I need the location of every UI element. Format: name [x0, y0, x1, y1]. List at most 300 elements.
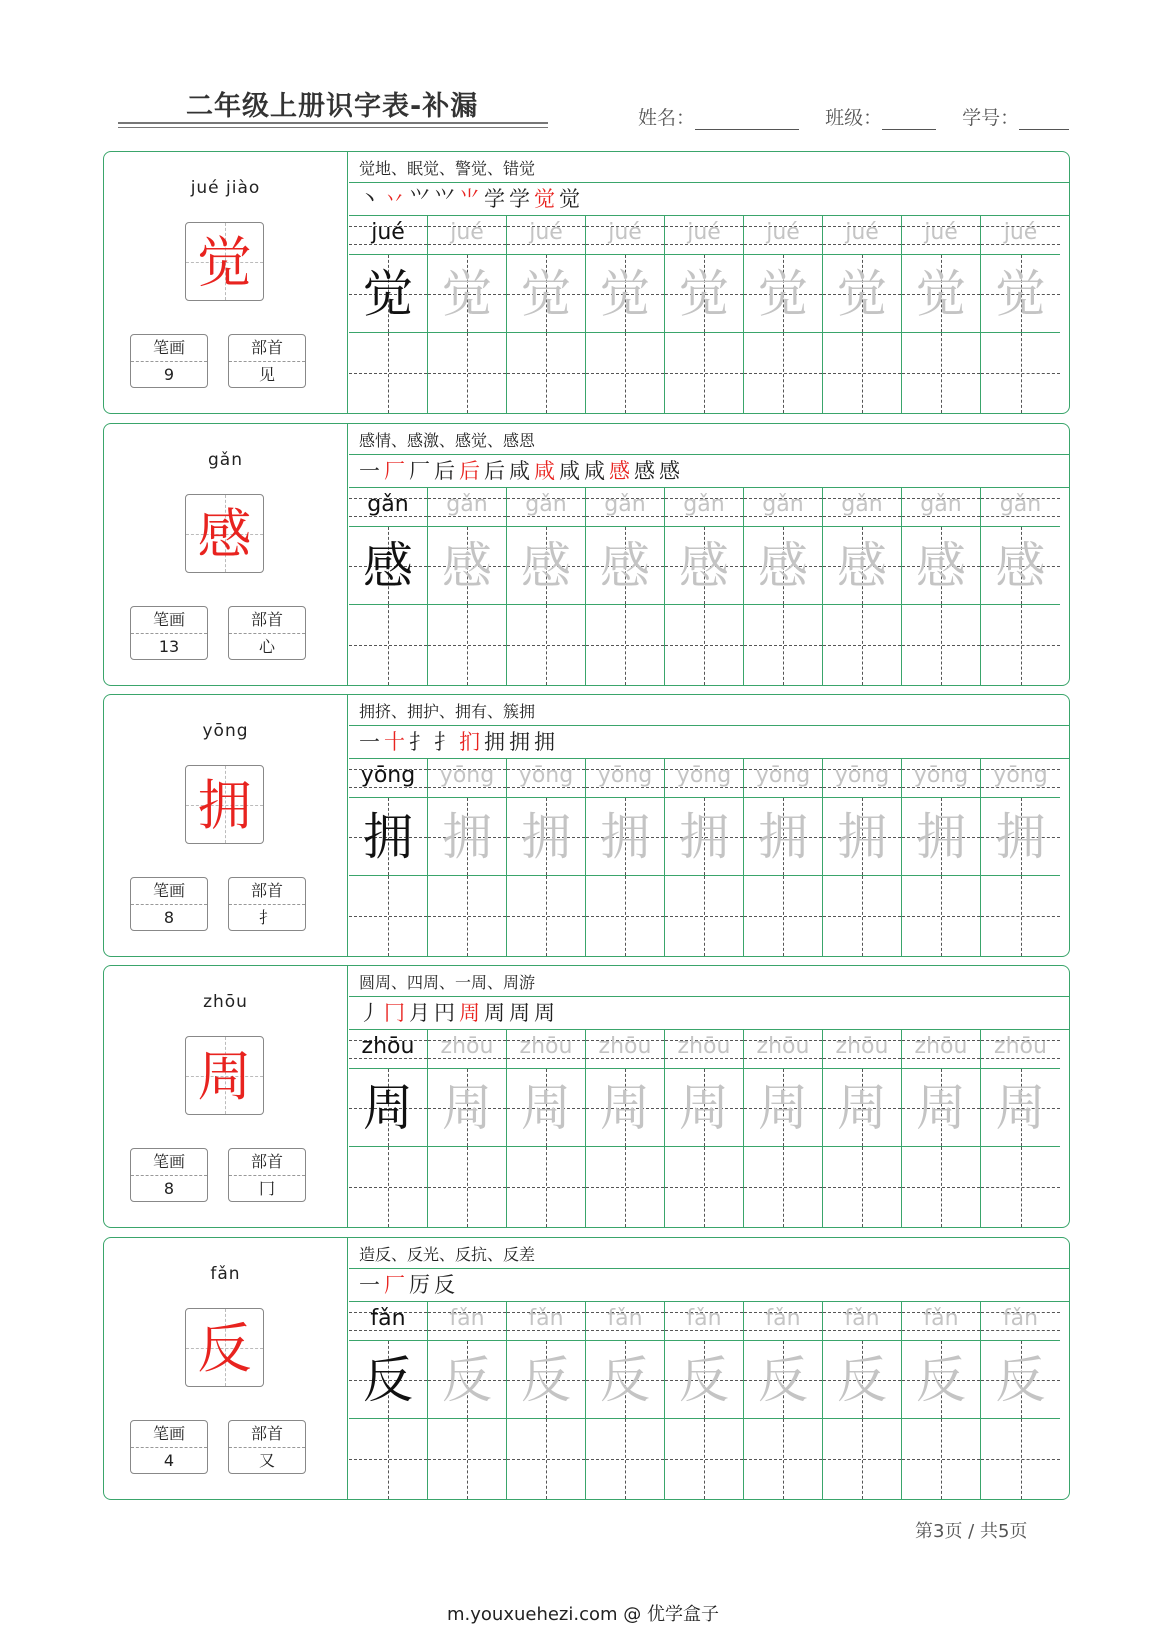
pinyin-model: jué: [371, 220, 405, 245]
stroke-step: 感: [634, 459, 657, 483]
blank-writing-cell[interactable]: [507, 876, 585, 956]
name-field[interactable]: [695, 107, 799, 130]
character-cell[interactable]: [744, 1341, 822, 1419]
stroke-step: 一: [359, 730, 382, 754]
stroke-step: 周: [534, 1001, 557, 1025]
pinyin-trace: jué: [608, 220, 642, 245]
character-trace: 拥: [521, 808, 571, 866]
practice-column: [981, 488, 1060, 685]
practice-column: [902, 1030, 981, 1227]
blank-writing-cell[interactable]: [665, 1147, 743, 1227]
stroke-count-box: [130, 1420, 208, 1474]
character-display-box: [185, 1308, 264, 1387]
practice-column: [586, 216, 665, 413]
pinyin-trace: zhōu: [598, 1034, 652, 1059]
character-trace: 周: [442, 1079, 492, 1137]
pinyin-cell[interactable]: [507, 759, 585, 798]
character-cell[interactable]: [981, 1341, 1060, 1419]
practice-column: [349, 1030, 428, 1227]
blank-writing-cell[interactable]: [586, 605, 664, 685]
character-model: 觉: [363, 265, 413, 323]
stroke-step: 円: [434, 1001, 457, 1025]
pinyin-cell[interactable]: [902, 488, 980, 527]
character-trace: 周: [837, 1079, 887, 1137]
practice-column: [349, 216, 428, 413]
blank-writing-cell[interactable]: [823, 1147, 901, 1227]
character-trace: 感: [679, 537, 729, 595]
stroke-step: 咸: [559, 459, 582, 483]
example-words: 觉地、眠觉、警觉、错觉: [359, 159, 536, 178]
radical-box: [228, 1420, 306, 1474]
stroke-count-value: 8: [163, 1179, 175, 1198]
radical-box: [228, 877, 306, 931]
character-cell[interactable]: [744, 255, 822, 333]
blank-writing-cell[interactable]: [428, 1419, 506, 1499]
radical-label: 部首: [229, 335, 305, 362]
stroke-count-box: [130, 334, 208, 388]
stroke-step: ⺌: [459, 187, 482, 211]
blank-writing-cell[interactable]: [586, 333, 664, 413]
character-cell[interactable]: [586, 527, 664, 605]
blank-writing-cell[interactable]: [507, 605, 585, 685]
pinyin-cell[interactable]: [586, 759, 664, 798]
character-trace: 感: [442, 537, 492, 595]
character-cell[interactable]: [586, 255, 664, 333]
pinyin-trace: zhōu: [677, 1034, 731, 1059]
character-trace: 觉: [521, 265, 571, 323]
practice-column: [744, 1302, 823, 1499]
character-trace: 感: [758, 537, 808, 595]
practice-column: [665, 1302, 744, 1499]
blank-writing-cell[interactable]: [665, 605, 743, 685]
blank-writing-cell[interactable]: [744, 876, 822, 956]
character-cell[interactable]: [349, 527, 427, 605]
character-cell[interactable]: [507, 1069, 585, 1147]
pinyin-model: fǎn: [370, 1306, 406, 1331]
pinyin-cell[interactable]: [349, 759, 427, 798]
blank-writing-cell[interactable]: [507, 333, 585, 413]
stroke-step: 后: [484, 459, 507, 483]
pinyin-cell[interactable]: [902, 1302, 980, 1341]
practice-column: [349, 488, 428, 685]
pinyin-trace: fǎn: [607, 1306, 643, 1331]
blank-writing-cell[interactable]: [428, 605, 506, 685]
pinyin-cell[interactable]: [586, 488, 664, 527]
pinyin-cell[interactable]: [981, 1030, 1060, 1069]
main-character: 反: [197, 1317, 252, 1380]
main-character: 感: [197, 503, 252, 566]
stroke-step: 学: [484, 187, 507, 211]
practice-grid: [349, 488, 1069, 685]
character-info-panel: [104, 424, 347, 685]
pinyin-label: yōng: [202, 721, 249, 741]
pinyin-cell[interactable]: [981, 1302, 1060, 1341]
blank-writing-cell[interactable]: [823, 333, 901, 413]
character-trace: 拥: [679, 808, 729, 866]
pinyin-cell[interactable]: [744, 216, 822, 255]
pinyin-cell[interactable]: [507, 488, 585, 527]
character-cell[interactable]: [349, 1069, 427, 1147]
stroke-order: [359, 726, 559, 758]
character-trace: 感: [837, 537, 887, 595]
pinyin-trace: zhōu: [994, 1034, 1047, 1059]
character-trace: 觉: [837, 265, 887, 323]
pinyin-cell[interactable]: [507, 1030, 585, 1069]
pinyin-cell[interactable]: [744, 1030, 822, 1069]
pinyin-trace: zhōu: [914, 1034, 968, 1059]
practice-column: [744, 488, 823, 685]
practice-column: [902, 1302, 981, 1499]
blank-writing-cell[interactable]: [349, 1147, 427, 1227]
character-display-box: [185, 1036, 264, 1115]
radical-value: 又: [258, 1451, 275, 1470]
character-trace: 周: [679, 1079, 729, 1137]
pinyin-cell[interactable]: [823, 1030, 901, 1069]
stroke-count-value: 8: [163, 908, 175, 927]
character-trace: 感: [916, 537, 966, 595]
blank-writing-cell[interactable]: [428, 333, 506, 413]
blank-writing-cell[interactable]: [349, 333, 427, 413]
blank-writing-cell[interactable]: [507, 1419, 585, 1499]
blank-writing-cell[interactable]: [428, 876, 506, 956]
character-trace: 感: [521, 537, 571, 595]
card-divider: [347, 695, 348, 956]
practice-column: [507, 488, 586, 685]
practice-grid: [349, 759, 1069, 956]
character-cell[interactable]: [586, 798, 664, 876]
character-cell[interactable]: [823, 255, 901, 333]
pinyin-cell[interactable]: [349, 216, 427, 255]
stroke-step: 扌: [434, 730, 457, 754]
footer-credit: m.youxuehezi.com @ 优学盒子: [446, 1604, 719, 1625]
pinyin-label: zhōu: [203, 992, 248, 1012]
pinyin-trace: yōng: [755, 763, 811, 788]
practice-column: [744, 216, 823, 413]
character-trace: 觉: [600, 265, 650, 323]
blank-writing-cell[interactable]: [665, 876, 743, 956]
stroke-step: 厉: [409, 1273, 432, 1297]
blank-writing-cell[interactable]: [981, 1147, 1060, 1227]
pinyin-trace: yōng: [676, 763, 732, 788]
radical-value: 心: [258, 637, 275, 656]
practice-column: [665, 488, 744, 685]
blank-writing-cell[interactable]: [349, 1419, 427, 1499]
example-words: 拥挤、拥护、拥有、簇拥: [359, 702, 536, 721]
blank-writing-cell[interactable]: [744, 1419, 822, 1499]
practice-column: [902, 488, 981, 685]
practice-panel: [349, 1238, 1069, 1499]
blank-writing-cell[interactable]: [744, 605, 822, 685]
pinyin-cell[interactable]: [902, 759, 980, 798]
pinyin-cell[interactable]: [665, 1030, 743, 1069]
pinyin-trace: fǎn: [844, 1306, 880, 1331]
pinyin-cell[interactable]: [586, 1302, 664, 1341]
blank-writing-cell[interactable]: [981, 605, 1060, 685]
stroke-count-value: 13: [158, 637, 180, 656]
pinyin-trace: yōng: [993, 763, 1048, 788]
pinyin-cell[interactable]: [744, 1302, 822, 1341]
character-cell[interactable]: [902, 1069, 980, 1147]
character-trace: 拥: [758, 808, 808, 866]
blank-writing-cell[interactable]: [665, 333, 743, 413]
practice-panel: [349, 152, 1069, 413]
radical-label: 部首: [229, 878, 305, 905]
character-cell[interactable]: [507, 1341, 585, 1419]
character-cell[interactable]: [586, 1069, 664, 1147]
blank-writing-cell[interactable]: [902, 876, 980, 956]
stroke-step: 扌: [409, 730, 432, 754]
pinyin-trace: jué: [924, 220, 958, 245]
blank-writing-cell[interactable]: [823, 876, 901, 956]
page-title: 二年级上册识字表-补漏: [186, 91, 479, 122]
character-cell[interactable]: [665, 1069, 743, 1147]
character-cell[interactable]: [823, 527, 901, 605]
stroke-step: 周: [509, 1001, 532, 1025]
pinyin-cell[interactable]: [665, 759, 743, 798]
pinyin-cell[interactable]: [586, 216, 664, 255]
character-model: 周: [363, 1079, 413, 1137]
character-trace: 拥: [600, 808, 650, 866]
pinyin-trace: gǎn: [999, 492, 1042, 517]
character-card: [103, 1237, 1070, 1500]
character-cell[interactable]: [744, 1069, 822, 1147]
character-cell[interactable]: [428, 1341, 506, 1419]
blank-writing-cell[interactable]: [902, 333, 980, 413]
character-trace: 周: [600, 1079, 650, 1137]
character-cell[interactable]: [744, 527, 822, 605]
stroke-count-label: 笔画: [131, 1421, 207, 1448]
character-cell[interactable]: [665, 527, 743, 605]
character-card: [103, 151, 1070, 414]
pinyin-trace: fǎn: [1002, 1306, 1039, 1331]
character-cell[interactable]: [902, 1341, 980, 1419]
character-cell[interactable]: [823, 1341, 901, 1419]
stroke-order: [359, 1269, 459, 1301]
stroke-count-value: 4: [163, 1451, 175, 1470]
pinyin-cell[interactable]: [665, 1302, 743, 1341]
pinyin-cell[interactable]: [586, 1030, 664, 1069]
pinyin-cell[interactable]: [428, 1030, 506, 1069]
stroke-step: 拥: [534, 730, 557, 754]
pinyin-trace: gǎn: [762, 492, 804, 517]
character-model: 反: [363, 1351, 413, 1409]
character-cell[interactable]: [744, 798, 822, 876]
character-cell[interactable]: [823, 798, 901, 876]
character-card: [103, 694, 1070, 957]
practice-column: [586, 488, 665, 685]
character-cell[interactable]: [981, 1069, 1060, 1147]
pinyin-cell[interactable]: [349, 1030, 427, 1069]
pinyin-trace: jué: [529, 220, 563, 245]
blank-writing-cell[interactable]: [586, 1147, 664, 1227]
pinyin-cell[interactable]: [349, 488, 427, 527]
pinyin-trace: yōng: [597, 763, 653, 788]
character-display-box: [185, 765, 264, 844]
character-trace: 反: [916, 1351, 966, 1409]
stroke-count-label: 笔画: [131, 335, 207, 362]
blank-writing-cell[interactable]: [586, 1419, 664, 1499]
radical-value: 冂: [258, 1179, 275, 1198]
pinyin-cell[interactable]: [744, 759, 822, 798]
practice-column: [981, 759, 1060, 956]
blank-writing-cell[interactable]: [902, 605, 980, 685]
character-cell[interactable]: [665, 798, 743, 876]
pinyin-trace: zhōu: [440, 1034, 494, 1059]
character-cell[interactable]: [428, 798, 506, 876]
pinyin-cell[interactable]: [902, 1030, 980, 1069]
pinyin-trace: yōng: [913, 763, 969, 788]
character-cell[interactable]: [349, 1341, 427, 1419]
blank-writing-cell[interactable]: [823, 1419, 901, 1499]
pinyin-cell[interactable]: [823, 759, 901, 798]
practice-column: [428, 216, 507, 413]
blank-writing-cell[interactable]: [902, 1147, 980, 1227]
blank-writing-cell[interactable]: [744, 1147, 822, 1227]
stroke-step: 感: [609, 459, 632, 483]
blank-writing-cell[interactable]: [349, 876, 427, 956]
blank-writing-cell[interactable]: [665, 1419, 743, 1499]
blank-writing-cell[interactable]: [744, 333, 822, 413]
pinyin-cell[interactable]: [744, 488, 822, 527]
pinyin-cell[interactable]: [349, 1302, 427, 1341]
stroke-step: 后: [434, 459, 457, 483]
pinyin-cell[interactable]: [823, 1302, 901, 1341]
character-cell[interactable]: [902, 798, 980, 876]
pinyin-cell[interactable]: [981, 216, 1060, 255]
stroke-step: 周: [459, 1001, 482, 1025]
character-cell[interactable]: [428, 255, 506, 333]
practice-column: [428, 1030, 507, 1227]
stroke-count-box: [130, 606, 208, 660]
character-cell[interactable]: [428, 527, 506, 605]
practice-grid: [349, 216, 1069, 413]
practice-column: [428, 759, 507, 956]
pinyin-cell[interactable]: [823, 488, 901, 527]
character-cell[interactable]: [507, 798, 585, 876]
character-cell[interactable]: [507, 255, 585, 333]
practice-column: [744, 759, 823, 956]
pinyin-cell[interactable]: [507, 1302, 585, 1341]
blank-writing-cell[interactable]: [349, 605, 427, 685]
pinyin-cell[interactable]: [428, 488, 506, 527]
pinyin-cell[interactable]: [981, 488, 1060, 527]
character-trace: 反: [442, 1351, 492, 1409]
character-cell[interactable]: [981, 527, 1060, 605]
character-model: 感: [363, 537, 413, 595]
pinyin-cell[interactable]: [428, 759, 506, 798]
character-cell[interactable]: [507, 527, 585, 605]
page-number: 第3页 / 共5页: [915, 1521, 1028, 1542]
practice-column: [823, 759, 902, 956]
stroke-count-label: 笔画: [131, 1149, 207, 1176]
practice-column: [902, 216, 981, 413]
pinyin-trace: fǎn: [923, 1306, 959, 1331]
pinyin-cell[interactable]: [428, 216, 506, 255]
pinyin-cell[interactable]: [507, 216, 585, 255]
character-card: [103, 965, 1070, 1228]
stroke-step: 后: [459, 459, 482, 483]
stroke-step: 咸: [509, 459, 532, 483]
practice-column: [586, 1030, 665, 1227]
stroke-order: [359, 183, 584, 215]
character-cell[interactable]: [665, 1341, 743, 1419]
title-underline: [118, 122, 548, 124]
card-divider: [347, 424, 348, 685]
pinyin-cell[interactable]: [665, 216, 743, 255]
character-cell[interactable]: [586, 1341, 664, 1419]
blank-writing-cell[interactable]: [586, 876, 664, 956]
character-cell[interactable]: [428, 1069, 506, 1147]
stroke-order: [359, 997, 559, 1029]
character-trace: 反: [600, 1351, 650, 1409]
character-cell[interactable]: [981, 798, 1060, 876]
radical-label: 部首: [229, 607, 305, 634]
pinyin-trace: yōng: [518, 763, 574, 788]
character-trace: 觉: [995, 265, 1046, 323]
stroke-step: 反: [434, 1273, 457, 1297]
character-trace: 感: [600, 537, 650, 595]
character-cell[interactable]: [902, 255, 980, 333]
practice-panel: [349, 966, 1069, 1227]
blank-writing-cell[interactable]: [823, 605, 901, 685]
stroke-step: 咸: [534, 459, 557, 483]
blank-writing-cell[interactable]: [902, 1419, 980, 1499]
character-trace: 反: [521, 1351, 571, 1409]
pinyin-trace: zhōu: [756, 1034, 810, 1059]
character-cell[interactable]: [665, 255, 743, 333]
class-field[interactable]: [882, 107, 936, 130]
pinyin-cell[interactable]: [902, 216, 980, 255]
number-label: 学号：: [962, 107, 1020, 129]
practice-column: [507, 759, 586, 956]
pinyin-trace: zhōu: [519, 1034, 573, 1059]
character-cell[interactable]: [902, 527, 980, 605]
pinyin-cell[interactable]: [823, 216, 901, 255]
blank-writing-cell[interactable]: [507, 1147, 585, 1227]
stroke-step: 拥: [509, 730, 532, 754]
blank-writing-cell[interactable]: [981, 333, 1060, 413]
practice-column: [823, 216, 902, 413]
blank-writing-cell[interactable]: [981, 1419, 1060, 1499]
stroke-step: 丶: [359, 187, 382, 211]
pinyin-trace: jué: [1003, 220, 1038, 245]
class-label: 班级：: [825, 107, 883, 129]
blank-writing-cell[interactable]: [981, 876, 1060, 956]
pinyin-trace: yōng: [834, 763, 890, 788]
blank-writing-cell[interactable]: [428, 1147, 506, 1227]
character-cell[interactable]: [981, 255, 1060, 333]
pinyin-trace: fǎn: [449, 1306, 485, 1331]
stroke-step: ⺍: [434, 187, 457, 211]
pinyin-cell[interactable]: [981, 759, 1060, 798]
character-cell[interactable]: [823, 1069, 901, 1147]
student-fields: [638, 103, 1069, 130]
character-cell[interactable]: [349, 255, 427, 333]
number-field[interactable]: [1019, 107, 1069, 130]
character-display-box: [185, 494, 264, 573]
stroke-step: 十: [384, 730, 407, 754]
practice-column: [586, 1302, 665, 1499]
pinyin-trace: jué: [766, 220, 800, 245]
pinyin-cell[interactable]: [665, 488, 743, 527]
practice-column: [823, 1302, 902, 1499]
practice-column: [586, 759, 665, 956]
pinyin-cell[interactable]: [428, 1302, 506, 1341]
stroke-step: 一: [359, 1273, 382, 1297]
character-trace: 拥: [837, 808, 887, 866]
character-cell[interactable]: [349, 798, 427, 876]
name-label: 姓名：: [638, 107, 696, 129]
